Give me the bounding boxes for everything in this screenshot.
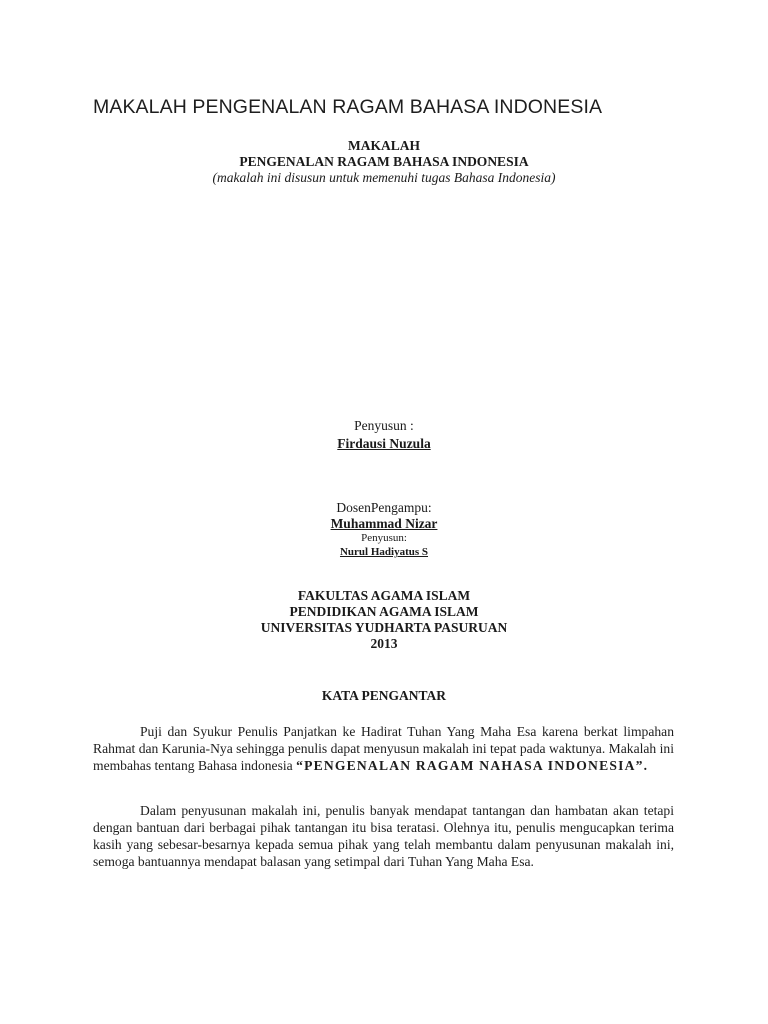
- dosen-label: DosenPengampu:: [336, 500, 432, 515]
- cover-makalah: MAKALAH: [348, 138, 420, 153]
- institution-faculty: FAKULTAS AGAMA ISLAM: [297, 588, 471, 603]
- penyusun-label: Penyusun :: [354, 418, 414, 433]
- preface-paragraph-2-text: Dalam penyusunan makalah ini, penulis banyak mendapat tantangan dan hambatan akan tetapi dengan bantuan dari berbagai pihak tantangan itu bisa teratasi. Olehnya itu, penulis mengucapkan terima kasih yang sebesar-besarnya kepada semua pihak yang telah membantu dalam penyusunan makalah ini, semoga bantuannya mendapat balasan yang setimpal dari Tuhan Yang Maha Esa.: [93, 803, 674, 869]
- document-title: MAKALAH PENGENALAN RAGAM BAHASA INDONESIA: [93, 96, 603, 118]
- institution-program: PENDIDIKAN AGAMA ISLAM: [289, 604, 479, 619]
- preface-paragraph-1-emphasis: “PENGENALAN RAGAM NAHASA INDONESIA”.: [296, 758, 649, 773]
- dosen-name: Muhammad Nizar: [330, 516, 438, 531]
- preface-paragraph-1-text: Puji dan Syukur Penulis Panjatkan ke Hadirat Tuhan Yang Maha Esa karena berkat limpahan Rahmat dan Karunia-Nya sehingga penulis dapat menyusun makalah ini tepat pada waktunya. Makalah ini membahas tentang Bahasa indonesia: [93, 724, 674, 773]
- preface-paragraph-2: [93, 802, 674, 870]
- institution-university: UNIVERSITAS YUDHARTA PASURUAN: [260, 620, 508, 635]
- penyusun2-label: Penyusun:: [361, 532, 407, 544]
- preface-paragraph-1: [93, 723, 674, 774]
- penyusun2-name: Nurul Hadiyatus S: [339, 546, 429, 558]
- penyusun-name: Firdausi Nuzula: [337, 436, 431, 451]
- preface-heading: KATA PENGANTAR: [321, 688, 447, 703]
- cover-subtitle: (makalah ini disusun untuk memenuhi tugas Bahasa Indonesia): [212, 170, 556, 185]
- cover-title: PENGENALAN RAGAM BAHASA INDONESIA: [239, 154, 529, 169]
- institution-year: 2013: [370, 636, 398, 651]
